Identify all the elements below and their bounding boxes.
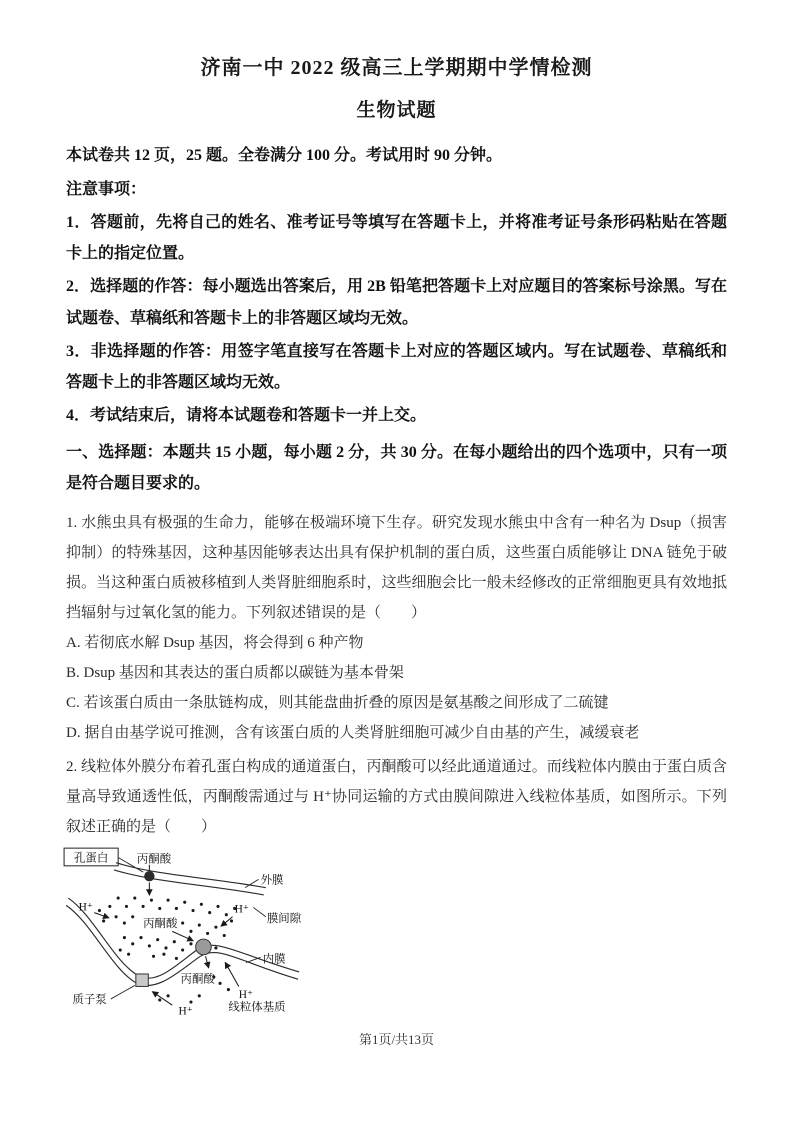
diagram-label-pyruvate-mid: 丙酮酸 xyxy=(143,917,178,930)
proton-pump-pointer xyxy=(111,985,135,999)
diagram-label-inner-membrane: 内膜 xyxy=(262,953,286,966)
diagram-label-pyruvate-bottom: 丙酮酸 xyxy=(180,972,215,985)
page-number: 第1页/共13页 xyxy=(358,1032,435,1047)
outer-membrane-line xyxy=(114,862,266,894)
proton-pump-shape xyxy=(136,974,148,986)
exam-subtitle: 生物试题 xyxy=(356,100,437,121)
notice-item-2: 2．选择题的作答：每小题选出答案后，用 2B 铅笔把答题卡上对应题目的答案标号涂黑。写在试题卷、草稿纸和答题卡上的非答题区域均无效。 xyxy=(66,278,727,327)
diagram-label-pore-protein: 孔蛋白 xyxy=(73,852,109,865)
h-plus-to-pump-arrow xyxy=(152,991,172,1005)
h-plus-cotransport-arrow xyxy=(225,962,239,986)
diagram-label-pyruvate-top: 丙酮酸 xyxy=(136,853,172,866)
section-heading: 一、选择题：本题共 15 小题，每小题 2 分，共 30 分。在每小题给出的四个选项中，只有一项是符合题目要求的。 xyxy=(66,444,727,493)
question-2-stem: 2. 线粒体外膜分布着孔蛋白构成的通道蛋白，丙酮酸可以经此通道通过。而线粒体内膜由于蛋白质含量高导致通透性低，丙酮酸需通过与 H⁺协同运输的方式由膜间隙进入线粒体基质，如图所示。下列叙述正确的是（ ） xyxy=(66,758,727,835)
pyruvate-to-carrier-arrow xyxy=(172,931,193,940)
pore-protein-shape xyxy=(144,871,154,881)
notice-item-4: 4．考试结束后，请将本试题卷和答题卡一并上交。 xyxy=(66,407,427,425)
diagram-label-h-plus-left: H⁺ xyxy=(78,901,93,914)
notice-item-1: 1．答题前，先将自己的姓名、准考证号等填写在答题卡上，并将准考证号条形码粘贴在答题卡上的指定位置。 xyxy=(66,213,727,263)
diagram-label-h-plus-right: H⁺ xyxy=(238,988,254,1001)
question-1-stem: 1. 水熊虫具有极强的生命力，能够在极端环境下生存。研究发现水熊虫中含有一种名为 Dsup（损害抑制）的特殊基因，这种基因能够表达出具有保护机制的蛋白质，这些蛋白质能够让 DNA 链免于破损。当这种蛋白质被移植到人类肾脏细胞系时，这些细胞会比一般未经修改的正常细胞更具有效地抵挡辐射与过氧化氢的能力。下列叙述错误的是（ ） xyxy=(66,514,727,621)
question-1-option-a: A. 若彻底水解 Dsup 基因，将会得到 6 种产物 xyxy=(66,634,364,651)
diagram-label-outer-membrane: 外膜 xyxy=(260,874,284,887)
diagram-label-h-plus-bottom: H⁺ xyxy=(178,1005,193,1018)
carrier-to-matrix-arrow xyxy=(206,956,209,967)
h-plus-left-arrow xyxy=(94,912,109,917)
intermembrane-pointer xyxy=(253,907,265,916)
mitochondria-diagram xyxy=(62,846,322,1025)
carrier-protein-shape xyxy=(196,939,212,955)
question-1-option-c: C. 若该蛋白质由一条肽链构成，则其能盘曲折叠的原因是氨基酸之间形成了二硫键 xyxy=(66,694,609,711)
exam-title: 济南一中 2022 级高三上学期期中学情检测 xyxy=(200,57,593,79)
question-2 xyxy=(66,752,727,1025)
diagram-label-h-plus-mid: H⁺ xyxy=(234,903,249,916)
inner-membrane-pointer xyxy=(246,957,261,962)
notice-item-3: 3．非选择题的作答：用签字笔直接写在答题卡上对应的答题区域内。写在试题卷、草稿纸和答题卡上的非答题区域均无效。 xyxy=(66,342,727,391)
diagram-label-intermembrane-space: 膜间隙 xyxy=(266,912,302,925)
diagram-label-proton-pump: 质子泵 xyxy=(72,993,107,1006)
question-1 xyxy=(66,508,727,748)
exam-info: 本试卷共 12 页，25 题。全卷满分 100 分。考试用时 90 分钟。 xyxy=(66,146,503,164)
notice-heading: 注意事项： xyxy=(66,180,147,198)
diagram-label-matrix: 线粒体基质 xyxy=(228,1001,286,1014)
question-1-option-b: B. Dsup 基因和其表达的蛋白质都以碳链为基本骨架 xyxy=(66,664,404,681)
question-1-option-d: D. 据自由基学说可推测，含有该蛋白质的人类肾脏细胞可减少自由基的产生，减缓衰老 xyxy=(66,724,640,741)
